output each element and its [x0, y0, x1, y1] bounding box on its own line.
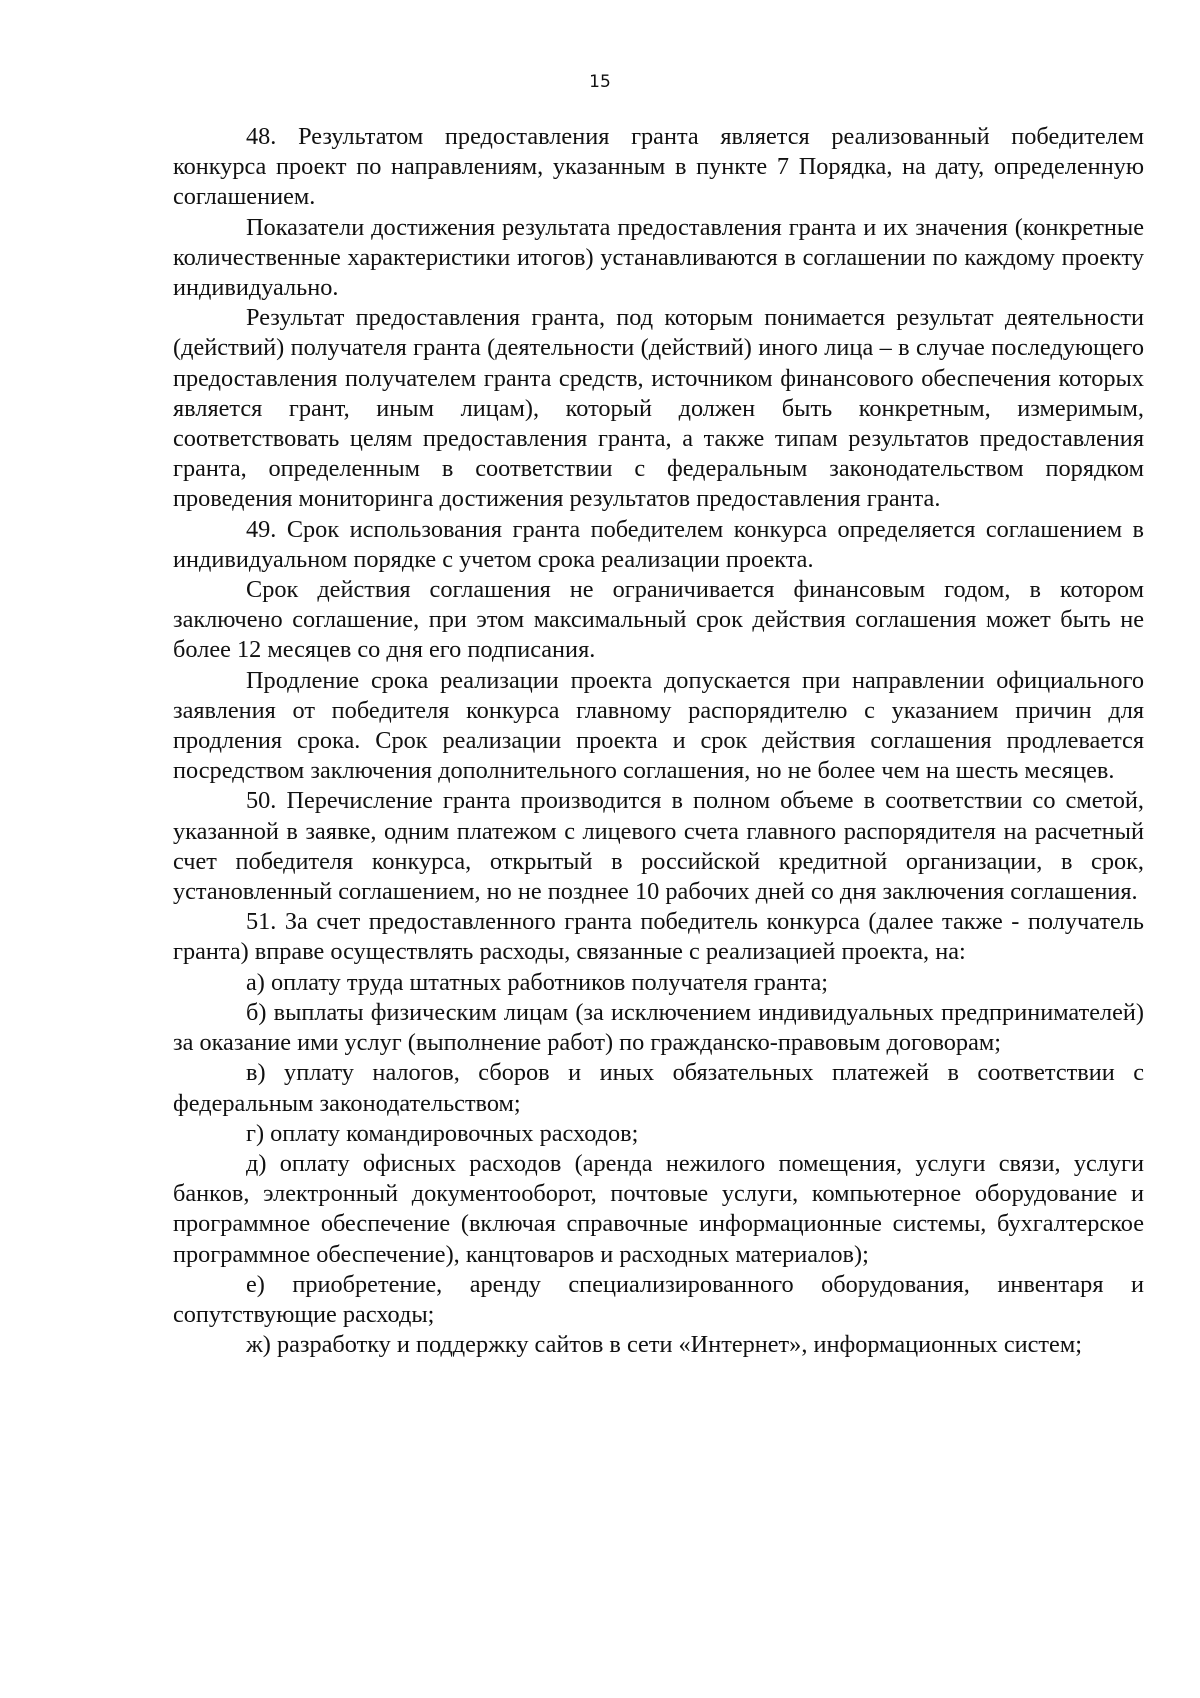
paragraph-49: 49. Срок использования гранта победителем конкурса определяется соглашением в индивидуальном порядке с учетом срока реализации проекта. [173, 515, 1144, 573]
list-item-b: б) выплаты физическим лицам (за исключением индивидуальных предпринимателей) за оказание ими услуг (выполнение работ) по гражданско-правовым договорам; [173, 998, 1144, 1057]
paragraph-extension: Продление срока реализации проекта допускается при направлении официального заявления от победителя конкурса главному распорядителю с указанием причин для продления срока. Срок реализации проекта и срок действия соглашения продлевается посредством заключения дополнительного соглашения, но не более чем на шесть месяцев. [173, 666, 1144, 785]
paragraph-51: 51. За счет предоставленного гранта победитель конкурса (далее также - получатель гранта) вправе осуществлять расходы, связанные с реализацией проекта, на: [173, 908, 1144, 966]
list-item-v: в) уплату налогов, сборов и иных обязательных платежей в соответствии с федеральным законодательством; [173, 1059, 1144, 1117]
paragraph-indicators: Показатели достижения результата предоставления гранта и их значения (конкретные количественные характеристики итогов) устанавливаются в соглашении по каждому проекту индивидуально. [173, 213, 1144, 302]
page-number: 15 [589, 72, 611, 92]
paragraph-50: 50. Перечисление гранта производится в полном объеме в соответствии со сметой, указанной в заявке, одним платежом с лицевого счета главного распорядителя на расчетный счет победителя конкурса, открытый в российской кредитной организации, в срок, установленный соглашением, но не позднее 10 рабочих дней со дня заключения соглашения. [173, 787, 1144, 906]
list-item-zh: ж) разработку и поддержку сайтов в сети «Интернет», информационных систем; [246, 1331, 1082, 1359]
document-body [173, 122, 1144, 1360]
list-item-g: г) оплату командировочных расходов; [246, 1119, 639, 1147]
list-item-e: е) приобретение, аренду специализированного оборудования, инвентаря и сопутствующие расходы; [173, 1270, 1144, 1328]
list-item-d: д) оплату офисных расходов (аренда нежилого помещения, услуги связи, услуги банков, электронный документооборот, почтовые услуги, компьютерное оборудование и программное обеспечение (включая справочные информационные системы, бухгалтерское программное обеспечение), канцтоваров и расходных материалов); [173, 1149, 1144, 1268]
paragraph-agreement-term: Срок действия соглашения не ограничивается финансовым годом, в котором заключено соглашение, при этом максимальный срок действия соглашения может быть не более 12 месяцев со дня его подписания. [173, 576, 1144, 664]
list-item-a: а) оплату труда штатных работников получателя гранта; [246, 968, 829, 996]
paragraph-result-definition: Результат предоставления гранта, под которым понимается результат деятельности (действий) получателя гранта (деятельности (действий) иного лица – в случае последующего предоставления получателем гранта средств, источником финансового обеспечения которых является грант, иным лицам), который должен быть конкретным, измеримым, соответствовать целям предоставления гранта, а также типам результатов предоставления гранта, определенным в соответствии с федеральным законодательством порядком проведения мониторинга достижения результатов предоставления гранта. [173, 304, 1144, 513]
paragraph-48: 48. Результатом предоставления гранта является реализованный победителем конкурса проект по направлениям, указанным в пункте 7 Порядка, на дату, определенную соглашением. [173, 123, 1144, 211]
